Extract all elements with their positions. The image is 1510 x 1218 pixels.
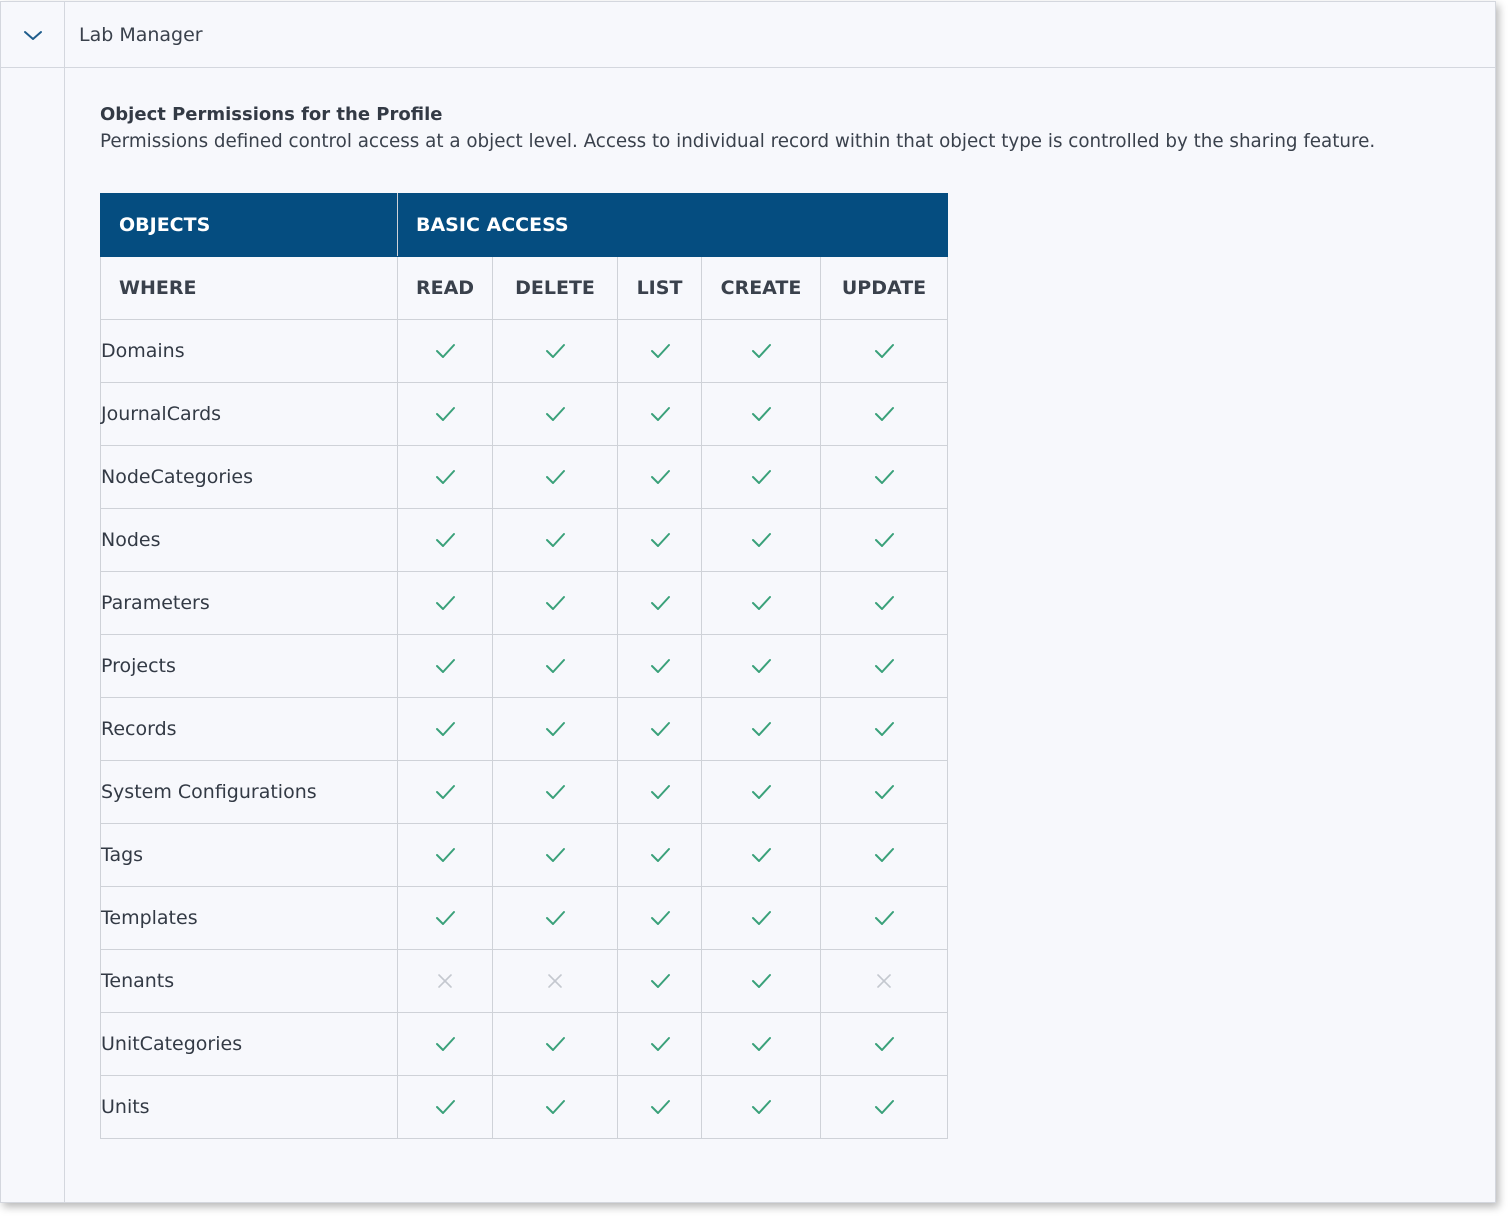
table-row xyxy=(101,320,948,383)
check-icon xyxy=(649,781,671,803)
column-header-create: CREATE xyxy=(702,257,821,320)
object-name: Templates xyxy=(101,887,398,950)
table-row xyxy=(101,509,948,572)
permission-cell-update xyxy=(821,635,948,698)
section-title: Object Permissions for the Profile xyxy=(100,104,443,125)
permission-cell-update xyxy=(821,1076,948,1139)
table-group-header xyxy=(101,194,948,257)
permission-cell-create xyxy=(702,824,821,887)
check-icon xyxy=(750,844,772,866)
check-icon xyxy=(873,403,895,425)
permission-cell-list xyxy=(618,320,702,383)
check-icon xyxy=(873,781,895,803)
table-row xyxy=(101,446,948,509)
check-icon xyxy=(873,592,895,614)
permission-cell-create xyxy=(702,383,821,446)
section-description: Permissions defined control access at a object level. Access to individual record within that object type is controlled by the sharing feature. xyxy=(100,131,1376,152)
check-icon xyxy=(649,844,671,866)
check-icon xyxy=(649,718,671,740)
permission-cell-update xyxy=(821,446,948,509)
table-row xyxy=(101,572,948,635)
column-header-update: UPDATE xyxy=(821,257,948,320)
column-header-delete: DELETE xyxy=(493,257,618,320)
permission-cell-create xyxy=(702,635,821,698)
permission-cell-list xyxy=(618,635,702,698)
check-icon xyxy=(649,1096,671,1118)
check-icon xyxy=(750,718,772,740)
check-icon xyxy=(434,1096,456,1118)
table-row xyxy=(101,1013,948,1076)
check-icon xyxy=(873,1033,895,1055)
accordion-toggle[interactable] xyxy=(1,2,65,67)
check-icon xyxy=(544,1096,566,1118)
permission-cell-list xyxy=(618,1076,702,1139)
permission-cell-list xyxy=(618,887,702,950)
check-icon xyxy=(750,781,772,803)
check-icon xyxy=(873,655,895,677)
basic-access-header: BASIC ACCESS xyxy=(398,194,948,257)
object-name: Tags xyxy=(101,824,398,887)
permission-cell-create xyxy=(702,572,821,635)
object-name: Nodes xyxy=(101,509,398,572)
check-icon xyxy=(434,844,456,866)
check-icon xyxy=(544,907,566,929)
permission-cell-delete xyxy=(493,1076,618,1139)
check-icon xyxy=(649,340,671,362)
check-icon xyxy=(750,1033,772,1055)
object-name: JournalCards xyxy=(101,383,398,446)
permission-cell-read xyxy=(398,1013,493,1076)
permission-cell-delete xyxy=(493,887,618,950)
permission-cell-read xyxy=(398,320,493,383)
permission-cell-list xyxy=(618,950,702,1013)
table-row xyxy=(101,887,948,950)
permission-cell-delete xyxy=(493,383,618,446)
check-icon xyxy=(544,781,566,803)
chevron-down-icon xyxy=(22,28,44,42)
permission-cell-create xyxy=(702,1076,821,1139)
check-icon xyxy=(434,718,456,740)
cross-icon xyxy=(434,970,456,992)
permission-cell-update xyxy=(821,383,948,446)
check-icon xyxy=(873,1096,895,1118)
column-header-read: READ xyxy=(398,257,493,320)
permission-cell-read xyxy=(398,635,493,698)
object-name: Domains xyxy=(101,320,398,383)
check-icon xyxy=(544,592,566,614)
permission-cell-delete xyxy=(493,1013,618,1076)
check-icon xyxy=(649,592,671,614)
left-rail xyxy=(1,68,65,1202)
permission-cell-delete xyxy=(493,320,618,383)
column-header-list: LIST xyxy=(618,257,702,320)
profile-title: Lab Manager xyxy=(79,24,203,46)
permissions-table xyxy=(100,193,948,1139)
cross-icon xyxy=(873,970,895,992)
permission-cell-read xyxy=(398,1076,493,1139)
permission-cell-list xyxy=(618,572,702,635)
permission-cell-read xyxy=(398,887,493,950)
permission-cell-list xyxy=(618,1013,702,1076)
check-icon xyxy=(544,529,566,551)
permission-cell-update xyxy=(821,950,948,1013)
permission-cell-delete xyxy=(493,698,618,761)
check-icon xyxy=(434,1033,456,1055)
permissions-table-body xyxy=(101,320,948,1139)
permission-cell-update xyxy=(821,572,948,635)
table-row xyxy=(101,950,948,1013)
table-row xyxy=(101,383,948,446)
check-icon xyxy=(873,907,895,929)
check-icon xyxy=(750,466,772,488)
permission-cell-read xyxy=(398,446,493,509)
check-icon xyxy=(873,718,895,740)
permission-cell-delete xyxy=(493,761,618,824)
column-header-where: WHERE xyxy=(101,257,398,320)
check-icon xyxy=(750,340,772,362)
permission-cell-read xyxy=(398,383,493,446)
permission-cell-create xyxy=(702,698,821,761)
object-name: Tenants xyxy=(101,950,398,1013)
permission-cell-delete xyxy=(493,509,618,572)
permission-cell-list xyxy=(618,698,702,761)
check-icon xyxy=(750,970,772,992)
check-icon xyxy=(544,655,566,677)
permission-cell-update xyxy=(821,761,948,824)
object-name: Units xyxy=(101,1076,398,1139)
object-name: Records xyxy=(101,698,398,761)
object-name: UnitCategories xyxy=(101,1013,398,1076)
check-icon xyxy=(434,655,456,677)
permission-cell-list xyxy=(618,383,702,446)
check-icon xyxy=(750,1096,772,1118)
permission-cell-delete xyxy=(493,572,618,635)
permission-cell-read xyxy=(398,509,493,572)
check-icon xyxy=(434,529,456,551)
object-name: System Configurations xyxy=(101,761,398,824)
permission-cell-update xyxy=(821,824,948,887)
permission-cell-create xyxy=(702,1013,821,1076)
table-column-header xyxy=(101,257,948,320)
permission-cell-update xyxy=(821,1013,948,1076)
permission-cell-create xyxy=(702,887,821,950)
accordion-header[interactable] xyxy=(1,2,1495,68)
permission-cell-delete xyxy=(493,950,618,1013)
object-name: NodeCategories xyxy=(101,446,398,509)
table-row xyxy=(101,824,948,887)
check-icon xyxy=(649,1033,671,1055)
permission-cell-delete xyxy=(493,446,618,509)
check-icon xyxy=(873,340,895,362)
permission-cell-update xyxy=(821,887,948,950)
permission-cell-read xyxy=(398,761,493,824)
table-row xyxy=(101,761,948,824)
check-icon xyxy=(750,655,772,677)
objects-header: OBJECTS xyxy=(101,194,398,257)
permission-cell-update xyxy=(821,509,948,572)
permission-cell-list xyxy=(618,761,702,824)
check-icon xyxy=(873,466,895,488)
check-icon xyxy=(750,907,772,929)
check-icon xyxy=(649,655,671,677)
check-icon xyxy=(750,592,772,614)
check-icon xyxy=(544,403,566,425)
object-name: Parameters xyxy=(101,572,398,635)
check-icon xyxy=(434,592,456,614)
permission-cell-create xyxy=(702,761,821,824)
check-icon xyxy=(544,340,566,362)
check-icon xyxy=(434,466,456,488)
permission-cell-list xyxy=(618,509,702,572)
permission-cell-create xyxy=(702,320,821,383)
check-icon xyxy=(434,403,456,425)
check-icon xyxy=(434,781,456,803)
check-icon xyxy=(544,1033,566,1055)
table-row xyxy=(101,635,948,698)
check-icon xyxy=(873,844,895,866)
permission-cell-list xyxy=(618,446,702,509)
table-row xyxy=(101,1076,948,1139)
table-row xyxy=(101,698,948,761)
check-icon xyxy=(649,529,671,551)
check-icon xyxy=(750,403,772,425)
check-icon xyxy=(434,340,456,362)
permission-cell-create xyxy=(702,509,821,572)
permission-cell-read xyxy=(398,572,493,635)
permission-cell-read xyxy=(398,824,493,887)
check-icon xyxy=(649,907,671,929)
check-icon xyxy=(750,529,772,551)
object-name: Projects xyxy=(101,635,398,698)
permission-cell-update xyxy=(821,698,948,761)
check-icon xyxy=(649,970,671,992)
check-icon xyxy=(434,907,456,929)
permission-cell-delete xyxy=(493,635,618,698)
permission-cell-create xyxy=(702,950,821,1013)
check-icon xyxy=(544,466,566,488)
permission-cell-list xyxy=(618,824,702,887)
check-icon xyxy=(873,529,895,551)
cross-icon xyxy=(544,970,566,992)
permission-cell-create xyxy=(702,446,821,509)
check-icon xyxy=(649,403,671,425)
permission-cell-update xyxy=(821,320,948,383)
check-icon xyxy=(544,844,566,866)
permission-cell-read xyxy=(398,698,493,761)
check-icon xyxy=(544,718,566,740)
check-icon xyxy=(649,466,671,488)
permission-cell-delete xyxy=(493,824,618,887)
permission-cell-read xyxy=(398,950,493,1013)
